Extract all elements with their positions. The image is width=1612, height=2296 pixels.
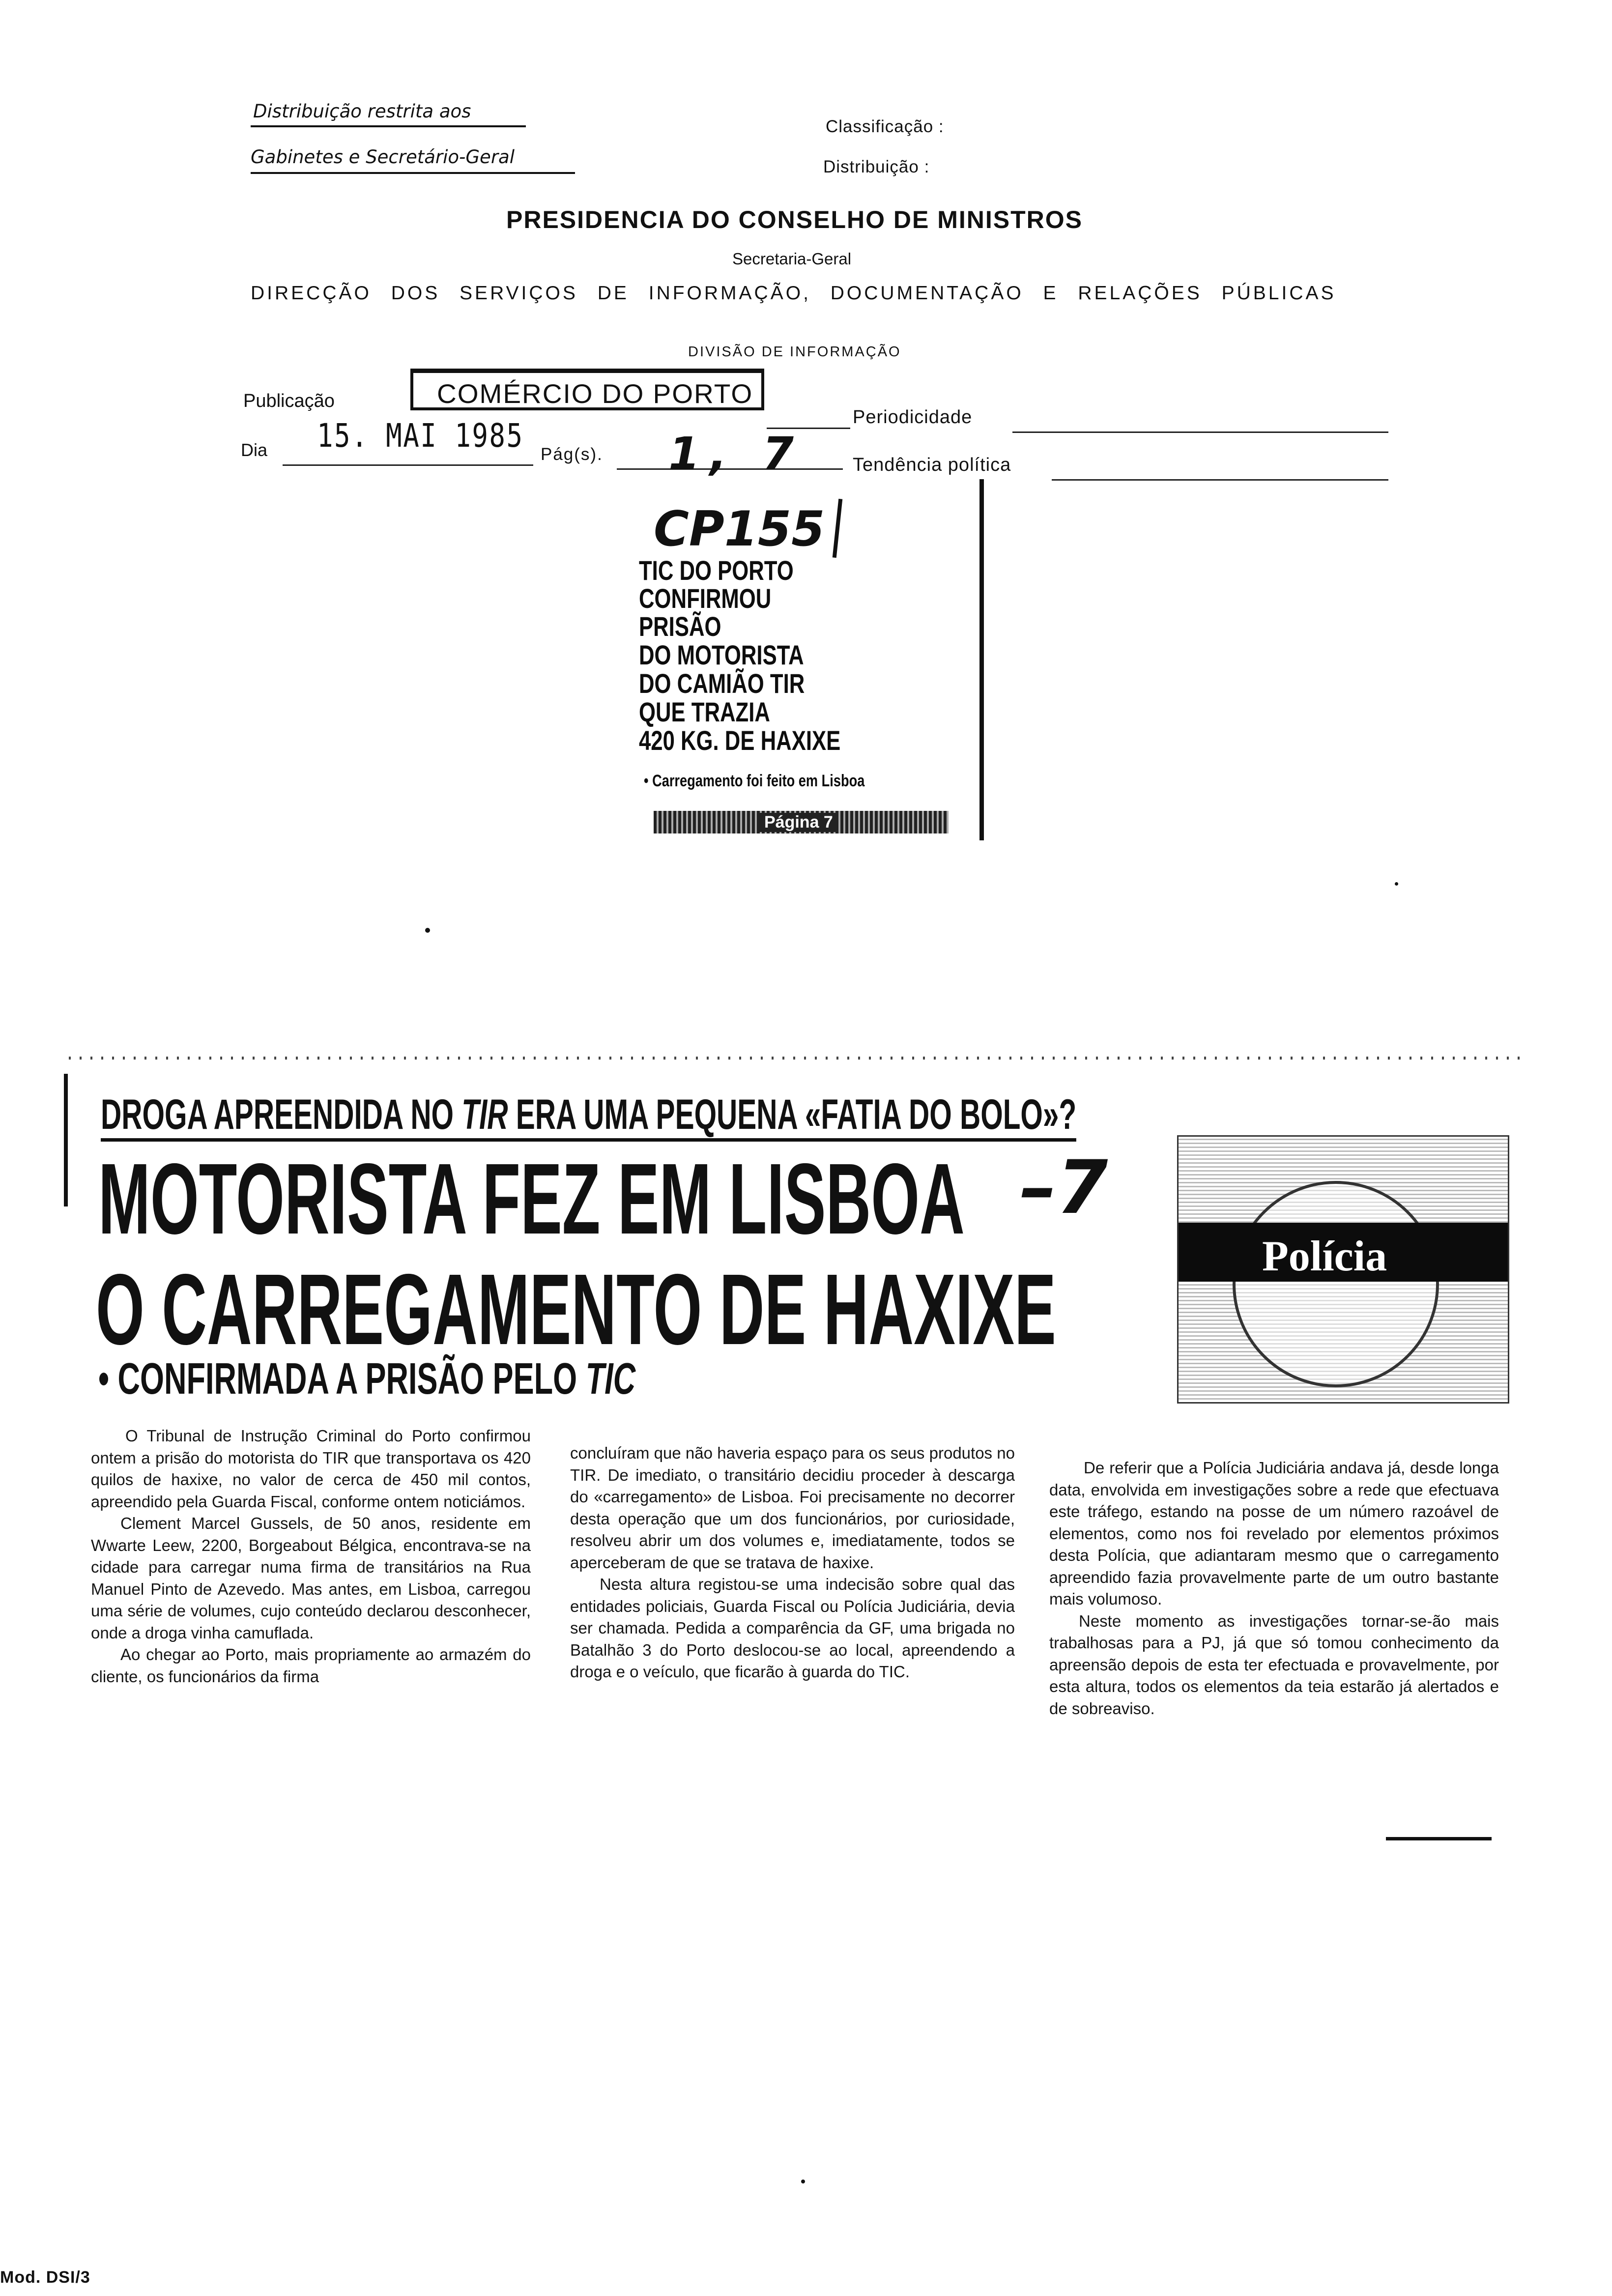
article-subhead [98, 1354, 635, 1405]
clip-line-2: CONFIRMOU [639, 583, 772, 614]
headline-line-2: O CARREGAMENTO DE HAXIXE [96, 1253, 1056, 1366]
publicacao-label: Publicação [243, 391, 335, 411]
dia-label: Dia [241, 440, 268, 460]
tendencia-label: Tendência política [853, 455, 1011, 475]
col1-paragraph-2: Clement Marcel Gussels, de 50 anos, residente em Wwarte Leew, 2200, Borgeabout Bélgica, encontrava-se na cidade para carregar numa firma de transitários na Rua Manuel Pinto de Azevedo. Mas antes, em Lisboa, carregou uma série de volumes, cujo conteúdo declarou desconhecer, onde a droga vinha camuflada. [91, 1514, 531, 1642]
dia-line [283, 464, 533, 466]
col1-paragraph-3: Ao chegar ao Porto, mais propriamente ao armazém do cliente, os funcionários da firma [91, 1645, 531, 1686]
col2-paragraph-1: concluíram que não haveria espaço para os seus produtos no TIR. De imediato, o transitário decidiu proceder à descarga do «carregamento» de Lisboa. Foi precisamente no decorrer desta operação que um dos funcionários, por curiosidade, resolveu abrir um dos volumes e, imediatamente, todos se aperceberam de que se tratava de haxixe. [570, 1444, 1015, 1572]
restricted-line-2: Gabinetes e Secretário-Geral [251, 146, 515, 168]
headline-page-number: 7 [1057, 1145, 1108, 1231]
policia-logo-text: Polícia [1262, 1233, 1387, 1280]
clip-line-7: 420 KG. DE HAXIXE [639, 725, 841, 756]
clip-handwritten-code: CP155 [654, 501, 825, 557]
restricted-underline-2 [251, 172, 575, 174]
restricted-underline-1 [251, 125, 526, 127]
speck-2 [1395, 882, 1398, 886]
clip-sub: • Carregamento foi feito em Lisboa [644, 772, 865, 790]
classificacao-label: Classificação : [826, 117, 944, 136]
restricted-distribution-note [253, 101, 471, 122]
article-column-1 [91, 1425, 531, 1688]
col3-paragraph-2: Neste momento as investigações tornar-se-ão mais trabalhosas para a PJ, já que só tomou conhecimento da apreensão depois de esta ter efectuada e provavelmente, por esta altura, todos os elementos da teia estarão já alertados e de sobreaviso. [1049, 1611, 1499, 1718]
policia-logo-band [1179, 1223, 1508, 1282]
clip-line-3: PRISÃO [639, 611, 721, 642]
distribuicao-label: Distribuição : [823, 157, 930, 176]
kicker-post: ERA UMA PEQUENA «FATIA DO BOLO»? [508, 1091, 1077, 1138]
policia-logo-circle [1233, 1181, 1439, 1387]
col2-paragraph-2: Nesta altura registou-se uma indecisão sobre qual das entidades policiais, Guarda Fiscal ou Polícia Judiciária, devia ser chamada. Pedida a comparência da GF, uma brigada no Batalhão 3 do Porto deslocou-se ao local, apreendendo a droga e o veículo, que ficarão à guarda do TIC. [570, 1575, 1015, 1681]
article-left-rule [64, 1074, 68, 1206]
publicacao-line [767, 428, 850, 429]
article-column-2 [570, 1442, 1015, 1683]
restricted-line-1: Distribuição restrita aos [253, 101, 471, 122]
clip-line-1: TIC DO PORTO [639, 555, 794, 586]
article-column-3 [1049, 1457, 1499, 1720]
pags-handwritten: 1, 7 [668, 428, 804, 480]
subhead-text: • CONFIRMADA A PRISÃO PELO [98, 1354, 577, 1404]
col3-paragraph-1: De referir que a Polícia Judiciária andava já, desde longa data, envolvida em investigações sobre a rede que efectuava este tráfego, estando na posse de um número razoável de elementos, como nos foi revelado por elementos próximos desta Polícia, que adiantaram mesmo que o carregamento apreendido fazia provavelmente parte de um outro bastante mais volumoso. [1049, 1459, 1499, 1608]
speck-3 [801, 2180, 805, 2183]
clip-handwritten-mark [833, 499, 842, 558]
speck-1 [425, 928, 430, 933]
front-page-clipping [617, 491, 971, 840]
clip-line-4: DO MOTORISTA [639, 639, 804, 670]
col1-paragraph-1: O Tribunal de Instrução Criminal do Porto confirmou ontem a prisão do motorista do TIR que transportava os 420 quilos de haxixe, no valor de cerca de 450 mil contos, apreendido pela Guarda Fiscal, conforme ontem noticiámos. [91, 1427, 531, 1511]
article-bottom-rule [1386, 1837, 1492, 1840]
clip-page-ref: Página 7 [759, 813, 838, 832]
headline-handwritten-page: –7 [1020, 1145, 1108, 1231]
presidency-title: PRESIDENCIA DO CONSELHO DE MINISTROS [506, 206, 1083, 233]
publicacao-stamp [410, 369, 764, 410]
clip-page-ref-bar [654, 811, 949, 833]
clip-line-6: QUE TRAZIA [639, 696, 770, 727]
direccao-title: DIRECÇÃO DOS SERVIÇOS DE INFORMAÇÃO, DOCUMENTAÇÃO E RELAÇÕES PÚBLICAS [251, 283, 1336, 304]
kicker-pre: DROGA APREENDIDA NO [101, 1091, 462, 1138]
policia-logo [1177, 1135, 1509, 1404]
periodicidade-label: Periodicidade [853, 407, 973, 428]
secretaria-geral: Secretaria-Geral [732, 250, 852, 268]
pags-label: Pág(s). [541, 445, 603, 464]
kicker-tir: TIR [461, 1091, 508, 1138]
form-code: Mod. DSI/3 [0, 2268, 90, 2287]
article-kicker [101, 1091, 1076, 1142]
tendencia-line [1052, 479, 1388, 481]
divisao-title: DIVISÃO DE INFORMAÇÃO [688, 344, 901, 360]
dia-stamp: 15. MAI 1985 [317, 417, 524, 455]
clip-side-rule [979, 479, 984, 840]
subhead-tic: TIC [585, 1354, 636, 1404]
headline-line-1: MOTORISTA FEZ EM LISBOA [98, 1143, 965, 1255]
clip-line-5: DO CAMIÃO TIR [639, 668, 805, 699]
article-top-noise [69, 1057, 1524, 1060]
periodicidade-line [1012, 431, 1388, 433]
publicacao-value: COMÉRCIO DO PORTO [437, 378, 753, 409]
